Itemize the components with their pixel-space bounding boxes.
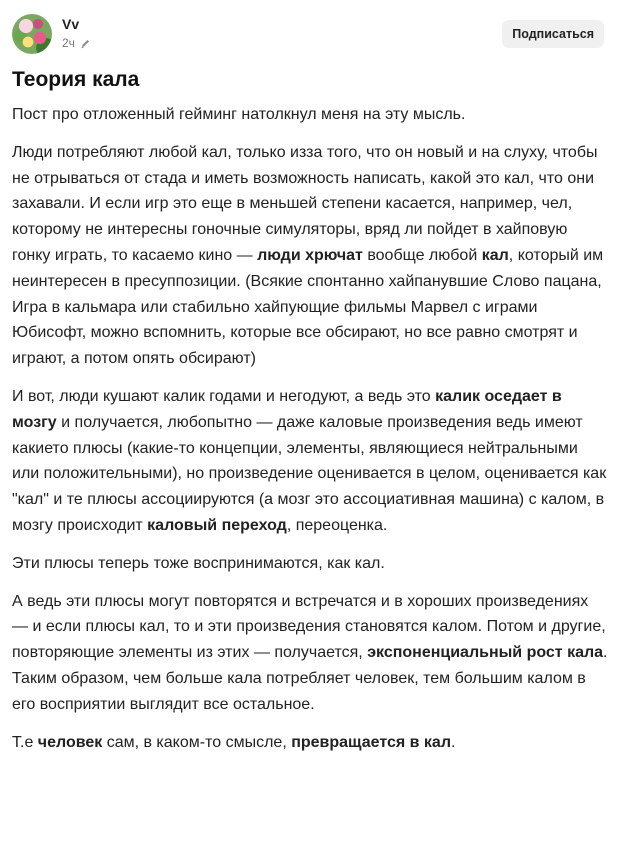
paragraph [12, 589, 608, 718]
paragraph: Эти плюсы теперь тоже воспринимаются, как кал. [12, 554, 385, 572]
text-segment: и получается, любопытно — даже каловые произведения ведь имеют какието плюсы (какие-то концепции, элементы, являющиеся нейтральными или положительными), но произведение оценивается в целом, оценивается как "кал" и те плюсы ассоциируются (а мозг это ассоциативная машина) с калом, в мозгу происходит [12, 413, 607, 534]
subscribe-button[interactable]: Подписаться [502, 20, 604, 48]
text-segment: Таким образом, чем больше кала потребляет человек, тем большим калом в его восприятии выглядит все остальное. [12, 669, 586, 713]
avatar[interactable] [12, 14, 52, 54]
text-segment: сам, в каком-то смысле, [102, 733, 292, 751]
text-segment: Люди потребляют любой кал, только изза того, что он новый и на слуху, чтобы не отрываться от стада и иметь возможность написать, какой это кал, что они захавали. И если игр это еще в меньшей степени касается, например, чел, которому не интересны гоночные симуляторы, вряд ли пойдет в хайповую гонку играть, то касаемо кино — [12, 143, 598, 264]
post-header [12, 14, 604, 54]
bold-text: превращается в кал [291, 733, 451, 751]
paragraph [12, 730, 608, 756]
bold-text: человек [37, 733, 103, 751]
text-segment: И вот, люди кушают калик годами и негодуют, а ведь это [12, 387, 436, 405]
bold-text: экспоненциальный рост кала [367, 644, 604, 662]
text-segment: , переоценка. [286, 516, 388, 534]
text-segment: вообще любой [362, 246, 482, 264]
post-meta [62, 36, 91, 50]
bold-text: люди хрючат [257, 246, 363, 264]
post-title: Теория кала [12, 68, 140, 91]
bold-text: калик оседает в мозгу [12, 387, 562, 431]
paragraph [12, 140, 608, 372]
text-segment: , который им неинтересен в пресуппозиции. (Всякие спонтанно хайпанувшие Слово пацана, Игра в кальмара или стабильно хайпующие фильмы Марвел с играми Юбисофт, можно вспомнить, которые все обсирают, но все равно смотрят и играют, а потом опять обсирают) [12, 246, 604, 368]
bold-text: каловый переход [147, 516, 287, 534]
post-time: 2ч [62, 36, 75, 50]
text-segment: Т.е [12, 733, 38, 751]
text-segment: . [603, 644, 608, 662]
edited-pencil-icon [80, 38, 91, 49]
paragraph: Пост про отложенный гейминг натолкнул меня на эту мысль. [12, 106, 466, 123]
bold-text: кал [481, 246, 509, 264]
text-segment: . [450, 733, 456, 751]
paragraph [12, 384, 608, 539]
author-name[interactable]: Vv [62, 16, 80, 32]
post-body [12, 102, 608, 767]
text-segment: А ведь эти плюсы могут повторятся и встречатся и в хороших произведениях — и если плюсы кал, то и эти произведения становятся калом. Потом и другие, повторяющие элементы из этих — получается, [12, 592, 606, 662]
